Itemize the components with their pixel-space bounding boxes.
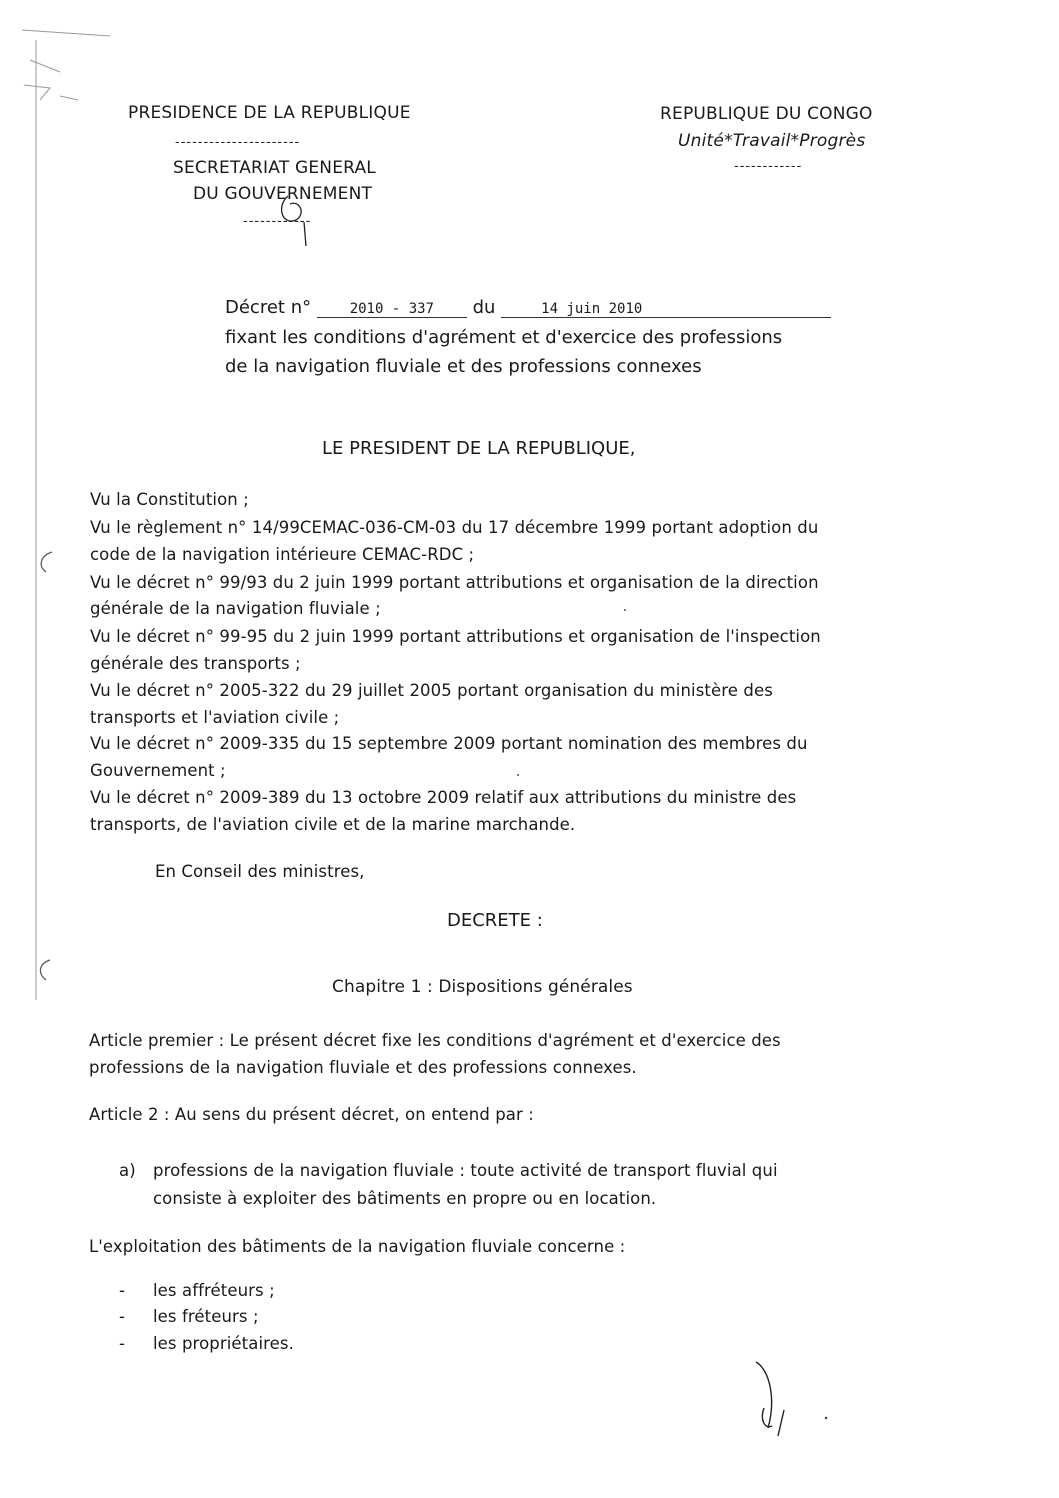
decree-title-line-2: de la navigation fluviale et des professions connexes — [225, 356, 702, 377]
decree-number: 2010 - 337 — [317, 301, 467, 318]
item-a-line-2: consiste à exploiter des bâtiments en propre ou en location. — [153, 1189, 657, 1208]
header-left-separator-1: ---------------------- — [175, 135, 301, 150]
visa-line-8: Vu le décret n° 2005-322 du 29 juillet 2005 portant organisation du ministère des — [90, 681, 773, 700]
article1-line-1: Article premier : Le présent décret fixe les conditions d'agrément et d'exercice des — [89, 1031, 781, 1050]
list-marker-3: - — [119, 1334, 126, 1353]
header-secretariat: SECRETARIAT GENERAL — [173, 158, 376, 178]
visa-line-11: Gouvernement ; — [90, 761, 226, 780]
decree-date: 14 juin 2010 — [501, 301, 831, 318]
header-presidence: PRESIDENCE DE LA REPUBLIQUE — [128, 103, 411, 123]
list-marker-2: - — [119, 1307, 126, 1326]
header-gouvernement: DU GOUVERNEMENT — [193, 184, 373, 204]
item-a-marker: a) — [119, 1161, 136, 1180]
decree-prefix: Décret n° — [225, 297, 312, 318]
list-item-affreteurs: les affréteurs ; — [153, 1281, 275, 1300]
president-heading: LE PRESIDENT DE LA REPUBLIQUE, — [322, 438, 636, 459]
list-marker-1: - — [119, 1281, 126, 1300]
visa-line-1: Vu la Constitution ; — [90, 490, 249, 509]
visa-line-5: générale de la navigation fluviale ; — [90, 599, 381, 618]
decree-title-line-1: fixant les conditions d'agrément et d'exercice des professions — [225, 327, 783, 348]
visa-line-3: code de la navigation intérieure CEMAC-RDC ; — [90, 545, 475, 564]
article2-line-1: Article 2 : Au sens du présent décret, on entend par : — [89, 1105, 534, 1124]
header-motto: Unité*Travail*Progrès — [678, 131, 866, 151]
visa-line-2: Vu le règlement n° 14/99CEMAC-036-CM-03 du 17 décembre 1999 portant adoption du — [90, 518, 819, 537]
header-republique: REPUBLIQUE DU CONGO — [660, 104, 873, 124]
list-item-freteurs: les fréteurs ; — [153, 1307, 259, 1326]
chapter-heading: Chapitre 1 : Dispositions générales — [332, 977, 633, 997]
visa-line-9: transports et l'aviation civile ; — [90, 708, 340, 727]
header-right-separator: ------------ — [734, 159, 803, 174]
visa-line-6: Vu le décret n° 99-95 du 2 juin 1999 portant attributions et organisation de l'inspection — [90, 627, 821, 646]
visa-line-13: transports, de l'aviation civile et de la marine marchande. — [90, 815, 576, 834]
article1-line-2: professions de la navigation fluviale et des professions connexes. — [89, 1058, 637, 1077]
item-a-line-1: professions de la navigation fluviale : toute activité de transport fluvial qui — [153, 1161, 778, 1180]
visa-line-10: Vu le décret n° 2009-335 du 15 septembre 2009 portant nomination des membres du — [90, 734, 808, 753]
decree-du: du — [472, 297, 496, 318]
visa-line-4: Vu le décret n° 99/93 du 2 juin 1999 portant attributions et organisation de la direction — [90, 573, 819, 592]
decrete-heading: DECRETE : — [447, 910, 543, 931]
exploitation-line: L'exploitation des bâtiments de la navigation fluviale concerne : — [89, 1237, 626, 1256]
header-left-separator-2: ------------ — [243, 214, 312, 229]
visa-line-12: Vu le décret n° 2009-389 du 13 octobre 2009 relatif aux attributions du ministre des — [90, 788, 797, 807]
council-line: En Conseil des ministres, — [155, 862, 365, 881]
visa-line-7: générale des transports ; — [90, 654, 301, 673]
list-item-proprietaires: les propriétaires. — [153, 1334, 294, 1353]
